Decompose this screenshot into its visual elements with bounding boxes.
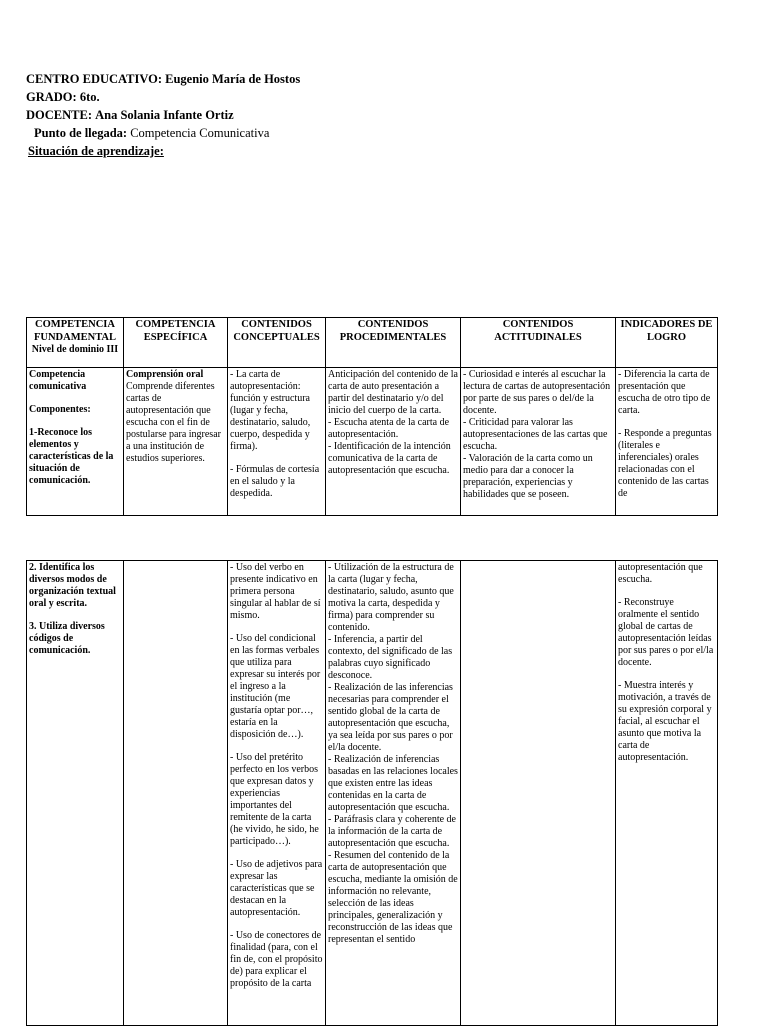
header-competencia-fundamental: COMPETENCIA FUNDAMENTAL Nivel de dominio III (27, 318, 124, 368)
header-competencia-especifica: COMPETENCIA ESPECÍFICA (124, 318, 228, 368)
document-header (26, 70, 300, 160)
planning-table-2 (26, 560, 718, 1026)
planning-table-1 (26, 317, 718, 516)
punto-line: Punto de llegada: Competencia Comunicativa (34, 126, 270, 140)
cell-actitudinales: - Curiosidad e interés al escuchar la lectura de cartas de autopresentación por parte de sus pares o del/de la docente. - Criticidad para valorar las autopresentaciones de las cartas que escucha. - Valoración de la carta como un medio para dar a conocer la preparación, experiencias y habilidades que se poseen. (461, 368, 616, 516)
cell-competencia-fundamental: Competencia comunicativa Componentes: 1-Reconoce los elementos y características de la situación de comunicación. (27, 368, 124, 516)
cell-indicadores: autopresentación que escucha. - Reconstruye oralmente el sentido global de cartas de autopresentación leídas por sus pares o por el/la docente. - Muestra interés y motivación, a través de su expresión corporal y facial, al escuchar el asunto que motiva la carta de autopresentación. (616, 561, 718, 1026)
header-indicadores-logro: INDICADORES DE LOGRO (616, 318, 718, 368)
cell-competencia-especifica: Comprensión oral Comprende diferentes cartas de autopresentación que escucha con el fin de postularse para ingresar a una institución de estudios superiores. (124, 368, 228, 516)
docente-line: DOCENTE: Ana Solania Infante Ortiz (26, 108, 234, 122)
grado-line: GRADO: 6to. (26, 90, 100, 104)
cell-competencia-fundamental: 2. Identifica los diversos modos de organización textual oral y escrita. 3. Utiliza diversos códigos de comunicación. (27, 561, 124, 1026)
cell-conceptuales: - La carta de autopresentación: función y estructura (lugar y fecha, destinatario, saludo, cuerpo, despedida y firma). - Fórmulas de cortesía en el saludo y la despedida. (228, 368, 326, 516)
cell-procedimentales: Anticipación del contenido de la carta de auto presentación a partir del destinatario y/o del inicio del cuerpo de la carta. - Escucha atenta de la carta de autopresentación. - Identificación de la intención comunicativa de la carta de autopresentación que escucha. (326, 368, 461, 516)
centro-line: CENTRO EDUCATIVO: Eugenio María de Hostos (26, 72, 301, 86)
cell-indicadores: - Diferencia la carta de presentación que escucha de otro tipo de carta. - Responde a preguntas (literales e inferenciales) orales relacionadas con el contenido de las cartas de (616, 368, 718, 516)
cell-competencia-especifica (124, 561, 228, 1026)
cell-actitudinales (461, 561, 616, 1026)
header-contenidos-procedimentales: CONTENIDOS PROCEDIMENTALES (326, 318, 461, 368)
table-row (27, 561, 718, 1026)
situacion-line: Situación de aprendizaje: (28, 144, 164, 158)
header-contenidos-conceptuales: CONTENIDOS CONCEPTUALES (228, 318, 326, 368)
header-contenidos-actitudinales: CONTENIDOS ACTITUDINALES (461, 318, 616, 368)
table-header-row (27, 318, 718, 368)
cell-conceptuales: - Uso del verbo en presente indicativo en primera persona singular al hablar de sí mismo. - Uso del condicional en las formas verbales que utiliza para expresar su interés por el ingreso a la institución (me gustaría optar por…, estaría en la disposición de…). - Uso del pretérito perfecto en los verbos que expresan datos y experiencias importantes del remitente de la carta (he vivido, he sido, he participado…). - Uso de adjetivos para expresar las características que se destacan en la autopresentación. - Uso de conectores de finalidad (para, con el fin de, con el propósito de) para explicar el propósito de la carta (228, 561, 326, 1026)
cell-procedimentales: - Utilización de la estructura de la carta (lugar y fecha, destinatario, saludo, asunto que motiva la carta, despedida y firma) para comprender su contenido. - Inferencia, a partir del contexto, del significado de las palabras cuyo significado desconoce. - Realización de las inferencias necesarias para comprender el sentido global de la carta de autopresentación que escucha, ya sea leída por sus pares o por el/la docente. - Realización de inferencias basadas en las relaciones locales que existen entre las ideas contenidas en la carta de autopresentación que escucha. - Paráfrasis clara y coherente de la información de la carta de autopresentación que escucha. - Resumen del contenido de la carta de autopresentación que escucha, mediante la omisión de información no relevante, selección de las ideas principales, generalización y reconstrucción de las ideas que representan el sentido (326, 561, 461, 1026)
table-row (27, 368, 718, 516)
